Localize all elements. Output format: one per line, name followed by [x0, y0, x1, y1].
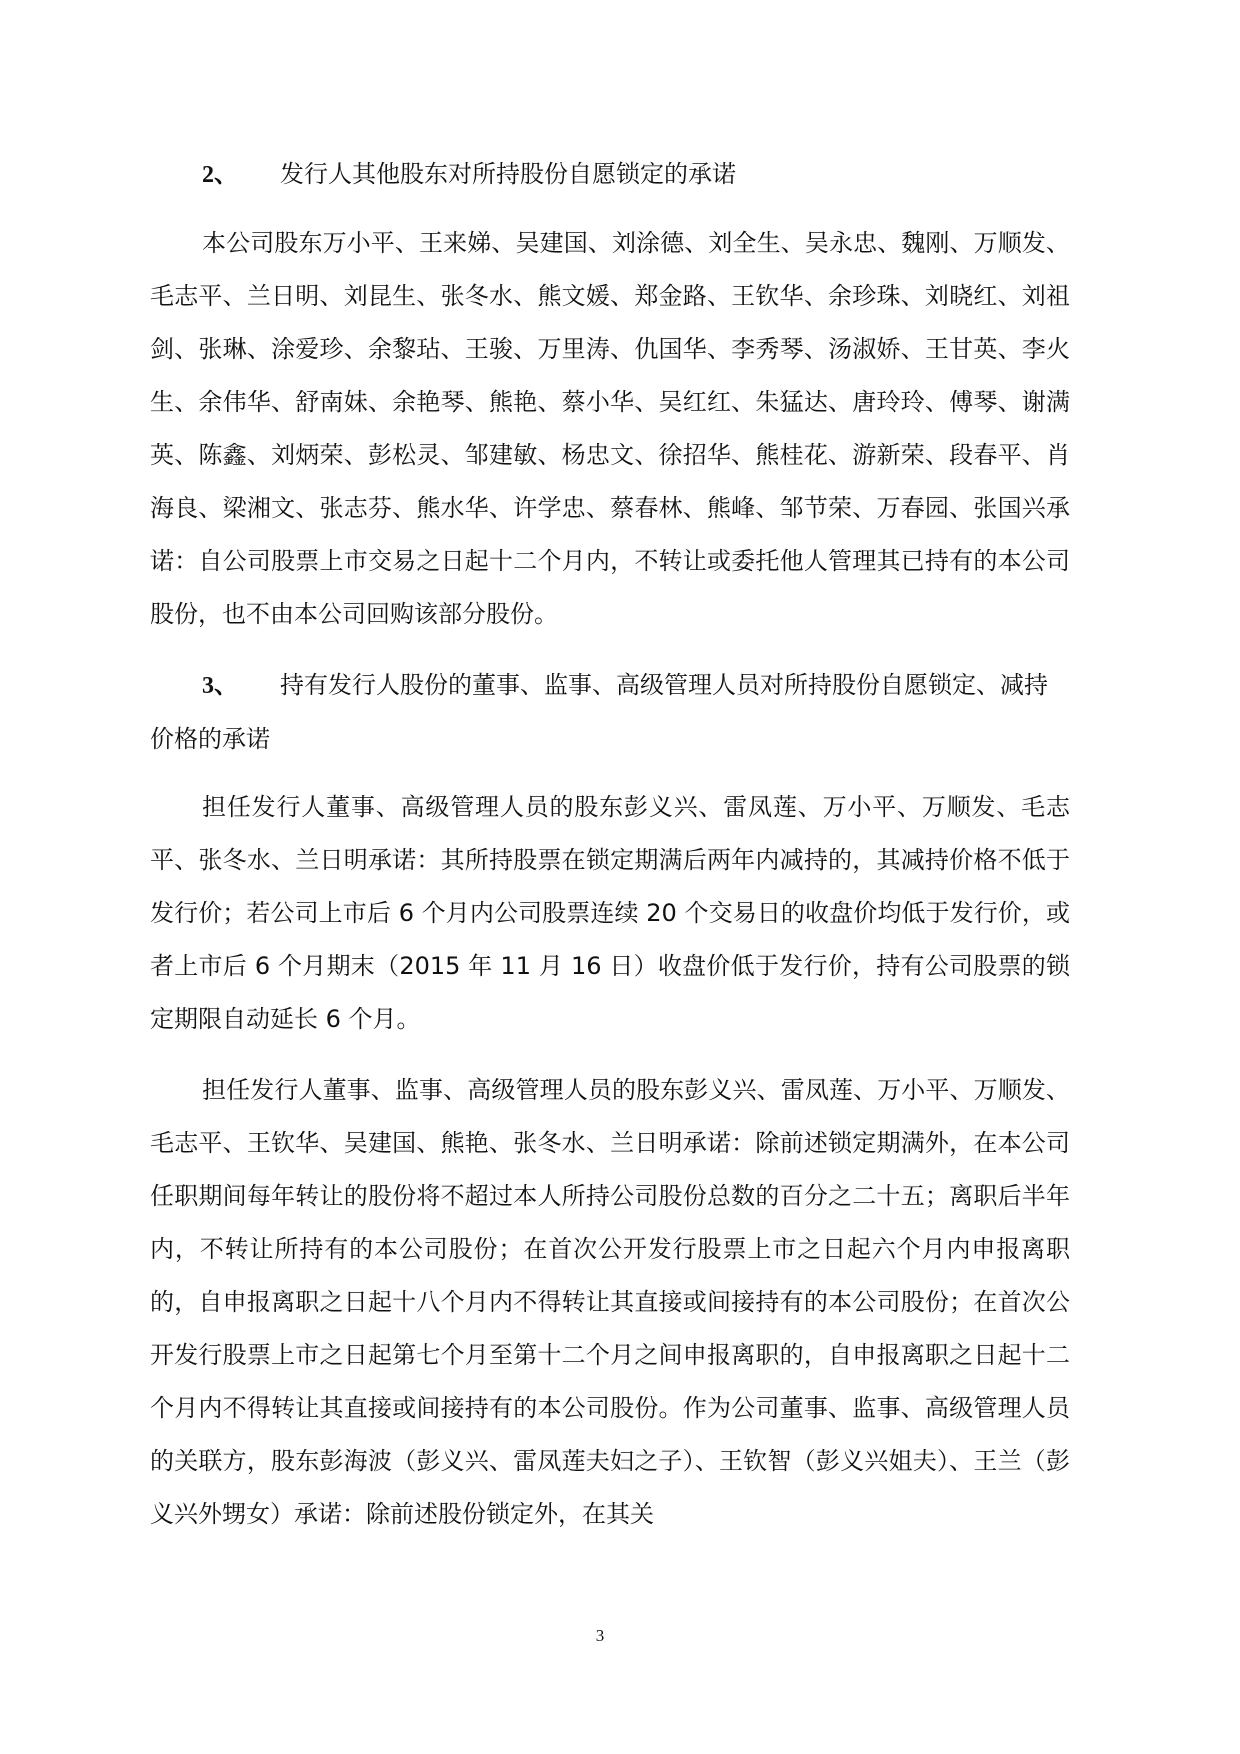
page-number: 3 [595, 1626, 605, 1645]
section-3-paragraph-2 [150, 1064, 1070, 1541]
section-2-heading [150, 148, 1070, 202]
section-2-number: 2、 [202, 162, 238, 188]
section-3-title: 持有发行人股份的董事、监事、高级管理人员对所持股份自愿锁定、减持价格的承诺 [150, 671, 1048, 753]
section-3-paragraph-1-text: 担任发行人董事、高级管理人员的股东彭义兴、雷凤莲、万小平、万顺发、毛志平、张冬水、兰日明承诺：其所持股票在锁定期满后两年内减持的，其减持价格不低于发行价；若公司上市后 6 个月内公司股票连续 20 个交易日的收盘价均低于发行价，或者上市后 6 个月期末（2015 年 11 月 16 日）收盘价低于发行价，持有公司股票的锁定期限自动延长 6 个月。 [150, 793, 1070, 1033]
section-2-paragraph [150, 217, 1070, 641]
section-3-number: 3、 [202, 673, 238, 699]
section-2-title: 发行人其他股东对所持股份自愿锁定的承诺 [280, 160, 736, 188]
section-3-heading [150, 659, 1070, 766]
section-3-paragraph-1 [150, 781, 1070, 1046]
section-2-paragraph-text: 本公司股东万小平、王来娣、吴建国、刘涂德、刘全生、吴永忠、魏刚、万顺发、毛志平、兰日明、刘昆生、张冬水、熊文媛、郑金路、王钦华、余珍珠、刘晓红、刘祖剑、张琳、涂爱珍、余黎玷、王骏、万里涛、仇国华、李秀琴、汤淑娇、王甘英、李火生、余伟华、舒南妹、余艳琴、熊艳、蔡小华、吴红红、朱猛达、唐玲玲、傅琴、谢满英、陈鑫、刘炳荣、彭松灵、邹建敏、杨忠文、徐招华、熊桂花、游新荣、段春平、肖海良、梁湘文、张志芬、熊水华、许学忠、蔡春林、熊峰、邹节荣、万春园、张国兴承诺：自公司股票上市交易之日起十二个月内，不转让或委托他人管理其已持有的本公司股份，也不由本公司回购该部分股份。 [150, 229, 1070, 628]
section-3-paragraph-2-text: 担任发行人董事、监事、高级管理人员的股东彭义兴、雷凤莲、万小平、万顺发、毛志平、王钦华、吴建国、熊艳、张冬水、兰日明承诺：除前述锁定期满外，在本公司任职期间每年转让的股份将不超过本人所持公司股份总数的百分之二十五；离职后半年内，不转让所持有的本公司股份；在首次公开发行股票上市之日起六个月内申报离职的，自申报离职之日起十八个月内不得转让其直接或间接持有的本公司股份；在首次公开发行股票上市之日起第七个月至第十二个月之间申报离职的，自申报离职之日起十二个月内不得转让其直接或间接持有的本公司股份。作为公司董事、监事、高级管理人员的关联方，股东彭海波（彭义兴、雷凤莲夫妇之子）、王钦智（彭义兴姐夫）、王兰（彭义兴外甥女）承诺：除前述股份锁定外，在其关 [150, 1076, 1070, 1528]
page-content [150, 148, 1070, 1559]
